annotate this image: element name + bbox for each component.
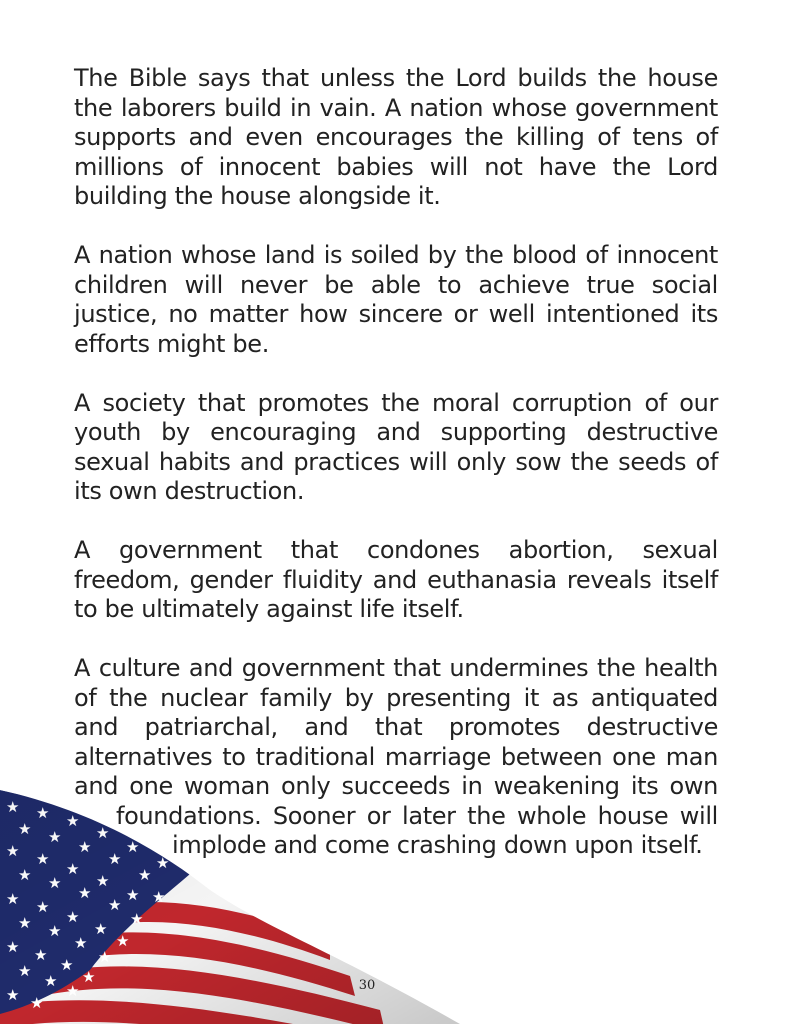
page-number: 30 — [358, 978, 376, 993]
body-text — [74, 64, 718, 890]
paragraph-5: A culture and government that undermines the health of the nuclear family by presenting it as antiquated and patriarchal, and that promotes destructive alternatives to traditional marriage between one man and one woman only succeeds in weakening its own foundations. Sooner or later the whole house will implode and come crashing down upon itself. — [74, 654, 718, 859]
paragraph-4: A government that condones abortion, sexual freedom, gender fluidity and euthanasia reveals itself to be ultimately against life itself. — [74, 536, 718, 623]
paragraph-3: A society that promotes the moral corruption of our youth by encouraging and supporting destructive sexual habits and practices will only sow the seeds of its own destruction. — [74, 388, 718, 505]
paragraph-2: A nation whose land is soiled by the blood of innocent children will never be able to achieve true social justice, no matter how sincere or well intentioned its efforts might be. — [74, 241, 718, 358]
paragraph-1: The Bible says that unless the Lord builds the house the laborers build in vain. A nation whose government supports and even encourages the killing of tens of millions of innocent babies will not have the Lord building the house alongside it. — [74, 64, 718, 210]
